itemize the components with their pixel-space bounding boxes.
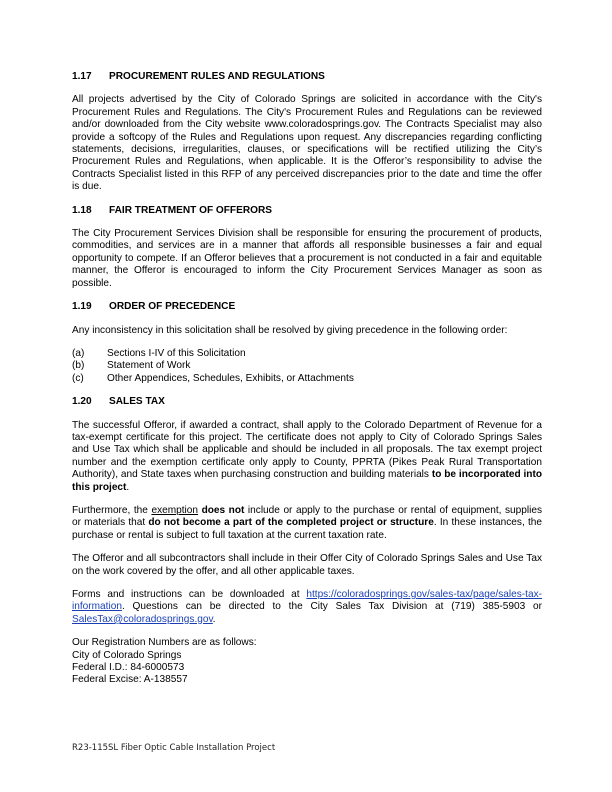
list-item xyxy=(72,360,542,372)
list-item xyxy=(72,373,542,385)
list-item-text: Statement of Work xyxy=(107,360,191,372)
text-run: . xyxy=(212,613,216,625)
list-item-text: Other Appendices, Schedules, Exhibits, or Attachments xyxy=(107,372,354,384)
text-run: . xyxy=(126,481,130,493)
sales-tax-link[interactable]: https://coloradosprings.gov/sales-tax/page/sales-tax-information xyxy=(72,589,542,613)
text-run: include or apply to the purchase or rental of equipment, supplies or materials that xyxy=(72,504,542,529)
sales-tax-email-link[interactable]: SalesTax@coloradosprings.gov xyxy=(72,613,213,625)
section-title: SALES TAX xyxy=(109,396,165,408)
sales-tax-paragraph-4 xyxy=(72,589,542,626)
section-body: All projects advertised by the City of Colorado Springs are solicited in accordance with the City's Procurement Rules and Regulations. The City's Procurement Rules and Regulations can be reviewed and/or downloaded from the City website www.coloradosprings.gov. The Contracts Specialist may also provide a softcopy of the Rules and Regulations upon request. Any discrepancies regarding conflicting statements, decisions, irregularities, clauses, or specifications will be rectified utilizing the City’s Procurement Rules and Regulations, when applicable. It is the Offeror’s responsibility to advise the Contracts Specialist listed in this RFP of any perceived discrepancies prior to the date and time the offer is due. xyxy=(72,94,542,193)
bold-text: do not become a part of the completed project or structure xyxy=(148,517,434,529)
section-number: 1.19 xyxy=(72,301,92,313)
sales-tax-paragraph-2 xyxy=(72,505,542,542)
section-number: 1.17 xyxy=(72,71,92,82)
section-title: FAIR TREATMENT OF OFFERORS xyxy=(109,204,272,216)
text-run: Forms and instructions can be downloaded at xyxy=(72,589,307,600)
section-heading-1-19 xyxy=(72,301,542,313)
list-item-label: (a) xyxy=(72,347,85,359)
section-heading-1-17 xyxy=(72,71,542,83)
sales-tax-paragraph-1 xyxy=(72,420,542,494)
list-item-label: (b) xyxy=(72,360,85,372)
bold-text: does not xyxy=(201,504,245,516)
underlined-text: exemption xyxy=(151,504,199,516)
registration-line: Federal Excise: A-138557 xyxy=(72,674,188,686)
section-number: 1.20 xyxy=(72,396,92,408)
text-run: . In these instances, the purchase or rental is subject to full taxation at the current taxation rate. xyxy=(72,517,543,541)
text-run: . Questions can be directed to the City Sales Tax Division at (719) 385-5903 or xyxy=(121,601,542,613)
page-footer: R23-115SL Fiber Optic Cable Installation Project xyxy=(72,743,276,753)
registration-line: Federal I.D.: 84-6000573 xyxy=(72,662,185,674)
section-title: PROCUREMENT RULES AND REGULATIONS xyxy=(109,71,325,82)
registration-line: City of Colorado Springs xyxy=(72,649,182,661)
registration-numbers xyxy=(72,637,542,687)
registration-line: Our Registration Numbers are as follows: xyxy=(72,637,257,649)
section-heading-1-18 xyxy=(72,205,542,217)
document-page xyxy=(72,71,542,687)
section-number: 1.18 xyxy=(72,204,92,216)
section-body: Any inconsistency in this solicitation shall be resolved by giving precedence in the following order: xyxy=(72,324,508,336)
section-heading-1-20 xyxy=(72,396,542,408)
precedence-list xyxy=(72,348,542,385)
bold-text: to be incorporated into this project xyxy=(72,469,542,493)
list-item xyxy=(72,348,542,360)
section-title: ORDER OF PRECEDENCE xyxy=(109,301,236,313)
text-run: The successful Offeror, if awarded a contract, shall apply to the Colorado Department of Revenue for a tax-exempt certificate for this project. The certificate does not apply to City of Colorado Springs Sales and Use Tax which shall be applicable and should be included in all proposals. The tax exempt project number and the exemption certificate only apply to County, PPRTA (Pikes Peak Rural Transportation Authority), and State taxes when purchasing construction and building materials xyxy=(72,419,542,481)
list-item-text: Sections I-IV of this Solicitation xyxy=(107,347,246,359)
list-item-label: (c) xyxy=(72,372,84,384)
sales-tax-paragraph-3: The Offeror and all subcontractors shall include in their Offer City of Colorado Springs Sales and Use Tax on the work covered by the offer, and all other applicable taxes. xyxy=(72,553,542,577)
text-run: Furthermore, the xyxy=(72,504,152,516)
section-body: The City Procurement Services Division shall be responsible for ensuring the procurement of products, commodities, and services are in a manner that affords all responsible businesses a fair and equal opportunity to compete. If an Offeror believes that a procurement is not conducted in a fair and equitable manner, the Offeror is encouraged to inform the City Procurement Services Manager as soon as possible. xyxy=(72,228,542,289)
